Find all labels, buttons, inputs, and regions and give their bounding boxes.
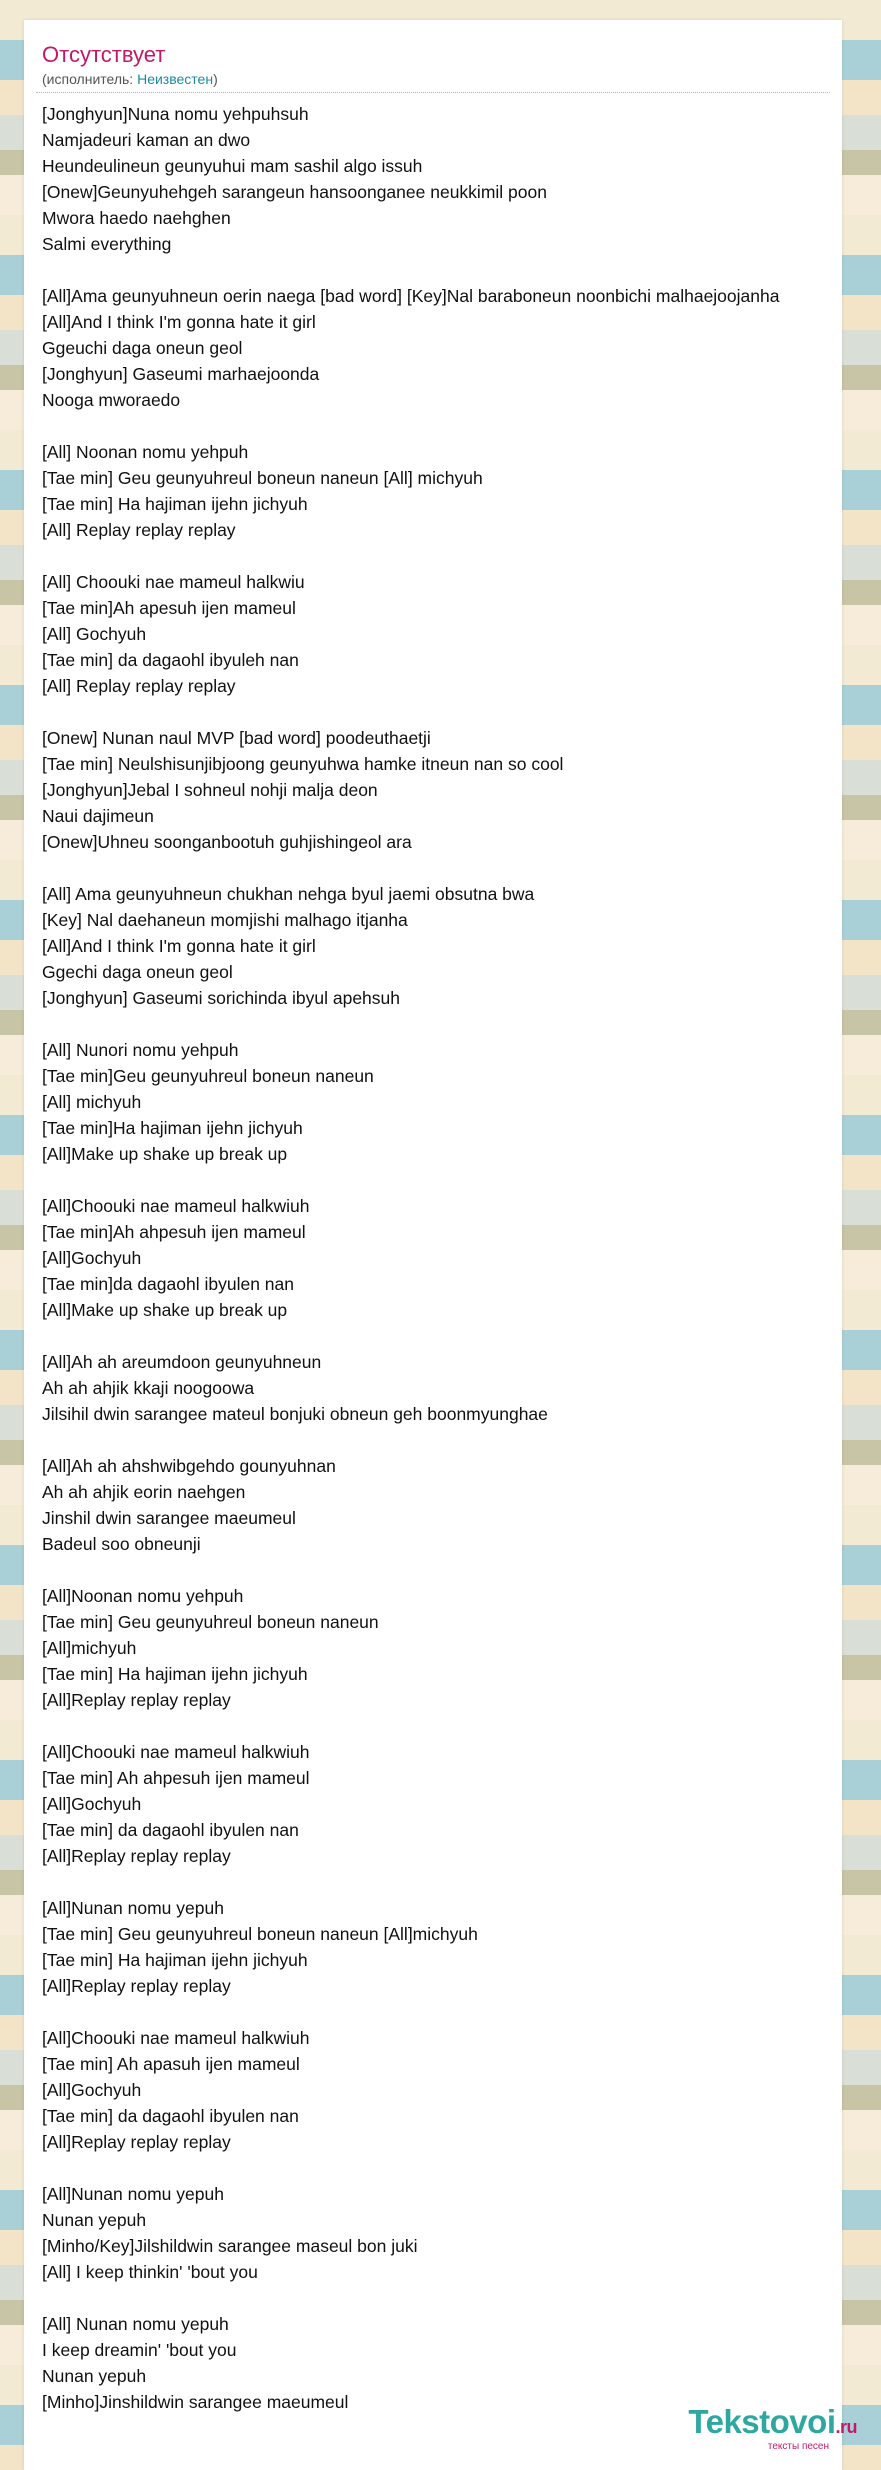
stanza-break	[42, 699, 842, 725]
lyric-line: [All]Ah ah areumdoon geunyuhneun	[42, 1352, 322, 1372]
lyrics-body	[24, 93, 842, 2415]
lyric-line: [All]And I think I'm gonna hate it girl	[42, 312, 316, 332]
lyric-line: [All]Noonan nomu yehpuh	[42, 1586, 244, 1606]
stanza-break	[42, 2285, 842, 2311]
lyric-line: [Jonghyun]Nuna nomu yehpuhsuh	[42, 104, 309, 124]
lyric-line: Nunan yepuh	[42, 2210, 147, 2230]
lyric-line: [Onew]Uhneu soonganbootuh guhjishingeol ara	[42, 832, 412, 852]
lyric-line: [Tae min] da dagaohl ibyulen nan	[42, 2106, 299, 2126]
lyric-line: [All] Nunori nomu yehpuh	[42, 1040, 239, 1060]
lyric-line: [Tae min] Ha hajiman ijehn jichyuh	[42, 1950, 308, 1970]
lyric-line: [All]Gochyuh	[42, 1794, 142, 1814]
lyric-line: Badeul soo obneunji	[42, 1534, 201, 1554]
lyric-line: [All]Replay replay replay	[42, 1846, 231, 1866]
lyric-line: [Tae min] da dagaohl ibyuleh nan	[42, 650, 299, 670]
lyric-line: Namjadeuri kaman an dwo	[42, 130, 251, 150]
lyric-line: [All]Make up shake up break up	[42, 1144, 288, 1164]
lyric-line: [All]Ama geunyuhneun oerin naega [bad word] [Key]Nal baraboneun noonbichi malhaejoojanha	[42, 286, 780, 306]
stanza-break	[42, 1869, 842, 1895]
stanza-break	[42, 1323, 842, 1349]
lyric-line: Ah ah ahjik eorin naehgen	[42, 1482, 246, 1502]
lyric-line: [All] michyuh	[42, 1092, 142, 1112]
stanza-break	[42, 413, 842, 439]
logo-tagline: тексты песен	[767, 2441, 829, 2452]
lyric-line: [Tae min] Geu geunyuhreul boneun naneun	[42, 1612, 379, 1632]
lyric-line: [Jonghyun]Jebal I sohneul nohji malja deon	[42, 780, 378, 800]
lyric-line: [All]Gochyuh	[42, 1248, 142, 1268]
lyric-line: [All]michyuh	[42, 1638, 137, 1658]
lyric-line: [All]Replay replay replay	[42, 1690, 231, 1710]
lyric-line: [Tae min] Ha hajiman ijehn jichyuh	[42, 1664, 308, 1684]
stanza-break	[42, 1713, 842, 1739]
logo-wordmark	[627, 2404, 857, 2445]
stanza-break	[42, 257, 842, 283]
lyric-line: [Minho]Jinshildwin sarangee maeumeul	[42, 2392, 349, 2412]
stanza-break	[42, 855, 842, 881]
stanza-break	[42, 1557, 842, 1583]
lyric-line: [Tae min]Ha hajiman ijehn jichyuh	[42, 1118, 303, 1138]
lyric-line: [Tae min] Geu geunyuhreul boneun naneun [All] michyuh	[42, 468, 483, 488]
lyric-line: [Tae min] Ah apasuh ijen mameul	[42, 2054, 300, 2074]
stanza-break	[42, 543, 842, 569]
lyric-line: [All]Make up shake up break up	[42, 1300, 288, 1320]
stanza-break	[42, 1999, 842, 2025]
artist-suffix: )	[213, 71, 218, 87]
stanza-break	[42, 1427, 842, 1453]
lyric-line: [Tae min]Ah apesuh ijen mameul	[42, 598, 296, 618]
lyric-line: [All]Gochyuh	[42, 2080, 142, 2100]
lyric-line: I keep dreamin' 'bout you	[42, 2340, 237, 2360]
lyric-line: [All]Replay replay replay	[42, 1976, 231, 1996]
artist-link[interactable]: Неизвестен	[137, 71, 214, 87]
lyric-line: Heundeulineun geunyuhui mam sashil algo issuh	[42, 156, 423, 176]
lyric-line: Ggeuchi daga oneun geol	[42, 338, 243, 358]
lyric-line: [All]Ah ah ahshwibgehdo gounyuhnan	[42, 1456, 336, 1476]
lyric-line: [Tae min]Geu geunyuhreul boneun naneun	[42, 1066, 374, 1086]
lyric-line: [Onew] Nunan naul MVP [bad word] poodeuthaetji	[42, 728, 431, 748]
lyric-line: Ah ah ahjik kkaji noogoowa	[42, 1378, 255, 1398]
lyric-line: [All] I keep thinkin' 'bout you	[42, 2262, 258, 2282]
lyric-line: Nooga mworaedo	[42, 390, 181, 410]
lyric-line: Ggechi daga oneun geol	[42, 962, 233, 982]
lyric-line: [Jonghyun] Gaseumi marhaejoonda	[42, 364, 320, 384]
lyric-line: [Key] Nal daehaneun momjishi malhago itjanha	[42, 910, 408, 930]
song-title: Отсутствует	[42, 42, 166, 67]
lyric-line: Jinshil dwin sarangee maeumeul	[42, 1508, 296, 1528]
lyric-line: [All] Ama geunyuhneun chukhan nehga byul jaemi obsutna bwa	[42, 884, 535, 904]
stanza-break	[42, 2155, 842, 2181]
lyric-line: Naui dajimeun	[42, 806, 154, 826]
lyric-line: [Tae min]da dagaohl ibyulen nan	[42, 1274, 294, 1294]
lyric-line: [All]Choouki nae mameul halkwiuh	[42, 2028, 310, 2048]
lyric-line: [Tae min] Ah ahpesuh ijen mameul	[42, 1768, 310, 1788]
lyric-line: [All]Choouki nae mameul halkwiuh	[42, 1742, 310, 1762]
logo-brand: Tekstovoi	[688, 2403, 836, 2440]
lyric-line: [All] Noonan nomu yehpuh	[42, 442, 249, 462]
lyric-line: [All]Choouki nae mameul halkwiuh	[42, 1196, 310, 1216]
song-header	[24, 20, 842, 88]
lyric-line: [Tae min] Ha hajiman ijehn jichyuh	[42, 494, 308, 514]
lyric-line: Jilsihil dwin sarangee mateul bonjuki obneun geh boonmyunghae	[42, 1404, 548, 1424]
lyric-line: [Minho/Key]Jilshildwin sarangee maseul bon juki	[42, 2236, 418, 2256]
lyric-line: [All] Gochyuh	[42, 624, 147, 644]
lyric-line: Mwora haedo naehghen	[42, 208, 231, 228]
lyric-line: [All] Replay replay replay	[42, 520, 236, 540]
lyric-line: [All] Nunan nomu yepuh	[42, 2314, 229, 2334]
lyric-line: [Onew]Geunyuhehgeh sarangeun hansoonganee neukkimil poon	[42, 182, 547, 202]
artist-prefix: (исполнитель:	[42, 71, 138, 87]
stanza-break	[42, 1011, 842, 1037]
lyric-line: [All]Nunan nomu yepuh	[42, 2184, 224, 2204]
lyric-line: [Tae min] Geu geunyuhreul boneun naneun [All]michyuh	[42, 1924, 478, 1944]
site-logo[interactable]	[627, 2404, 857, 2453]
lyric-line: [All] Replay replay replay	[42, 676, 236, 696]
lyric-line: [All]Nunan nomu yepuh	[42, 1898, 224, 1918]
lyric-line: Nunan yepuh	[42, 2366, 147, 2386]
stanza-break	[42, 1167, 842, 1193]
lyric-line: [Jonghyun] Gaseumi sorichinda ibyul apehsuh	[42, 988, 400, 1008]
lyric-line: [All] Choouki nae mameul halkwiu	[42, 572, 305, 592]
lyrics-page	[24, 20, 842, 2470]
lyric-line: [All]Replay replay replay	[42, 2132, 231, 2152]
lyric-line: [Tae min] Neulshisunjibjoong geunyuhwa hamke itneun nan so cool	[42, 754, 564, 774]
lyric-line: [Tae min] da dagaohl ibyulen nan	[42, 1820, 299, 1840]
lyric-line: [Tae min]Ah ahpesuh ijen mameul	[42, 1222, 306, 1242]
lyric-line: Salmi everything	[42, 234, 172, 254]
logo-tld: .ru	[835, 2417, 857, 2437]
artist-line	[42, 70, 842, 88]
lyric-line: [All]And I think I'm gonna hate it girl	[42, 936, 316, 956]
